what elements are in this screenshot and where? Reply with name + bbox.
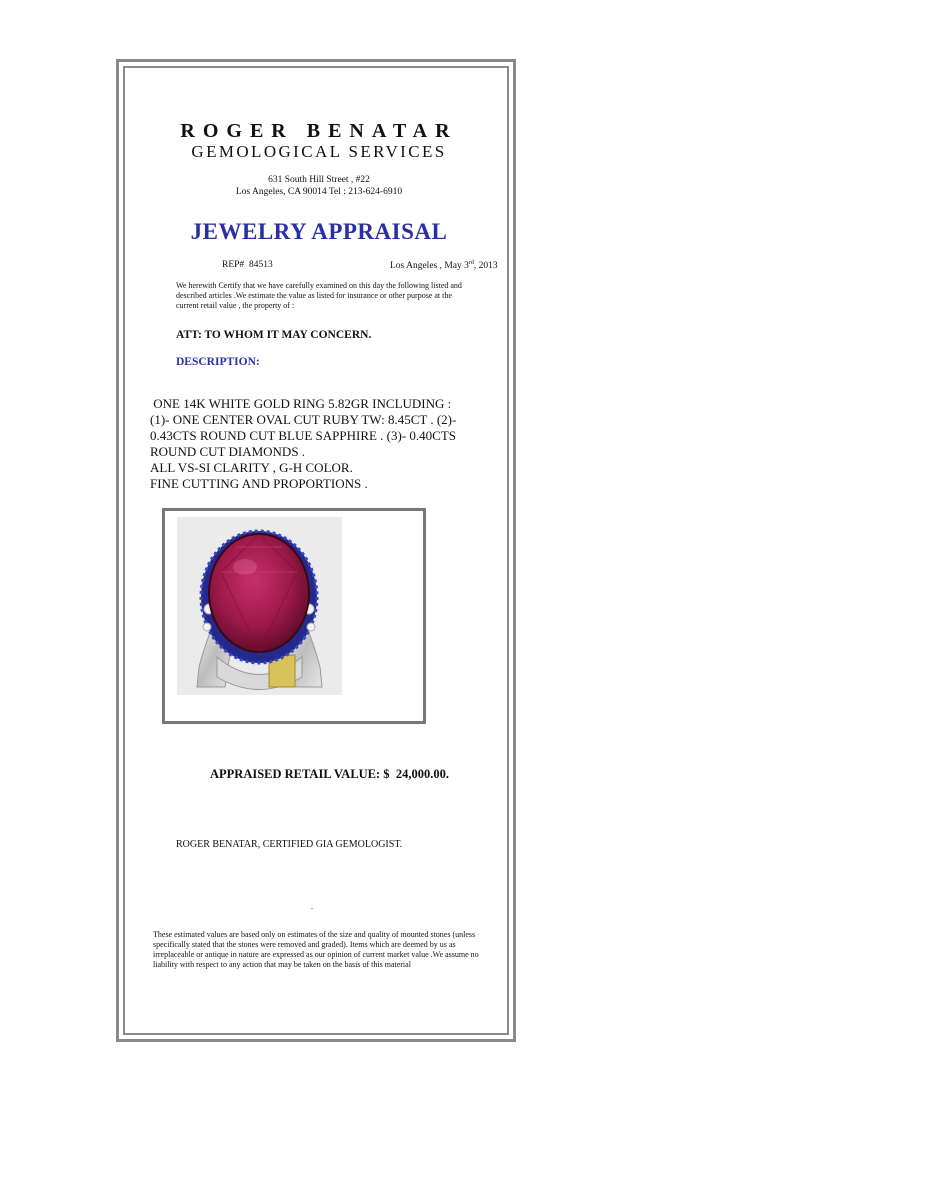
description-line: ROUND CUT DIAMONDS . — [150, 444, 306, 459]
certification-text: We herewith Certify that we have carefully examined on this day the following listed and described articles .We estimate the value as listed for insurance or other purpose at the current retail value , the property of : — [176, 281, 462, 310]
description-line: (1)- ONE CENTER OVAL CUT RUBY TW: 8.45CT . (2)- — [150, 412, 457, 427]
document-date — [390, 260, 498, 271]
disclaimer-text: These estimated values are based only on estimates of the size and quality of mounted stones (unless specifically stated that the stones were removed and graded). Items which are deemed by us as irreplaceable or antique in nature are expressed as our opinion of current market value .We assume no liability with respect to any action that may be taken on the basis of this material — [153, 930, 479, 969]
ring-photo-frame — [162, 508, 426, 724]
description-line: 0.43CTS ROUND CUT BLUE SAPPHIRE . (3)- 0.40CTS — [150, 428, 457, 443]
description-heading: DESCRIPTION: — [176, 356, 260, 368]
description-line: ALL VS-SI CLARITY , G-H COLOR. — [150, 460, 353, 475]
rep-number — [222, 260, 273, 270]
rep-value: 84513 — [248, 260, 273, 270]
date-prefix: Los Angeles , May 3 — [390, 261, 469, 272]
description-line: ONE 14K WHITE GOLD RING 5.82GR INCLUDING : — [150, 396, 452, 411]
appraised-value — [210, 767, 449, 782]
value-amount: 24,000.00. — [395, 767, 449, 781]
description-line: FINE CUTTING AND PROPORTIONS . — [150, 476, 368, 491]
document-title: JEWELRY APPRAISAL — [190, 219, 448, 244]
gemologist-signature: ROGER BENATAR, CERTIFIED GIA GEMOLOGIST. — [176, 839, 403, 850]
attention-line: ATT: TO WHOM IT MAY CONCERN. — [176, 329, 372, 341]
address-street: 631 South Hill Street , #22 — [268, 175, 370, 185]
rep-label: REP# — [222, 260, 245, 270]
separator-dot: . — [311, 902, 313, 911]
ruby-ring-photo — [177, 517, 342, 695]
appraisal-document — [116, 59, 516, 1042]
value-label: APPRAISED RETAIL VALUE: $ — [210, 767, 390, 781]
date-year: , 2013 — [473, 261, 498, 272]
address-city-phone: Los Angeles, CA 90014 Tel : 213-624-6910 — [235, 187, 403, 197]
date-suffix: rd — [468, 260, 474, 266]
brand-name: ROGER BENATAR — [180, 120, 458, 142]
brand-subtitle: GEMOLOGICAL SERVICES — [191, 142, 447, 161]
